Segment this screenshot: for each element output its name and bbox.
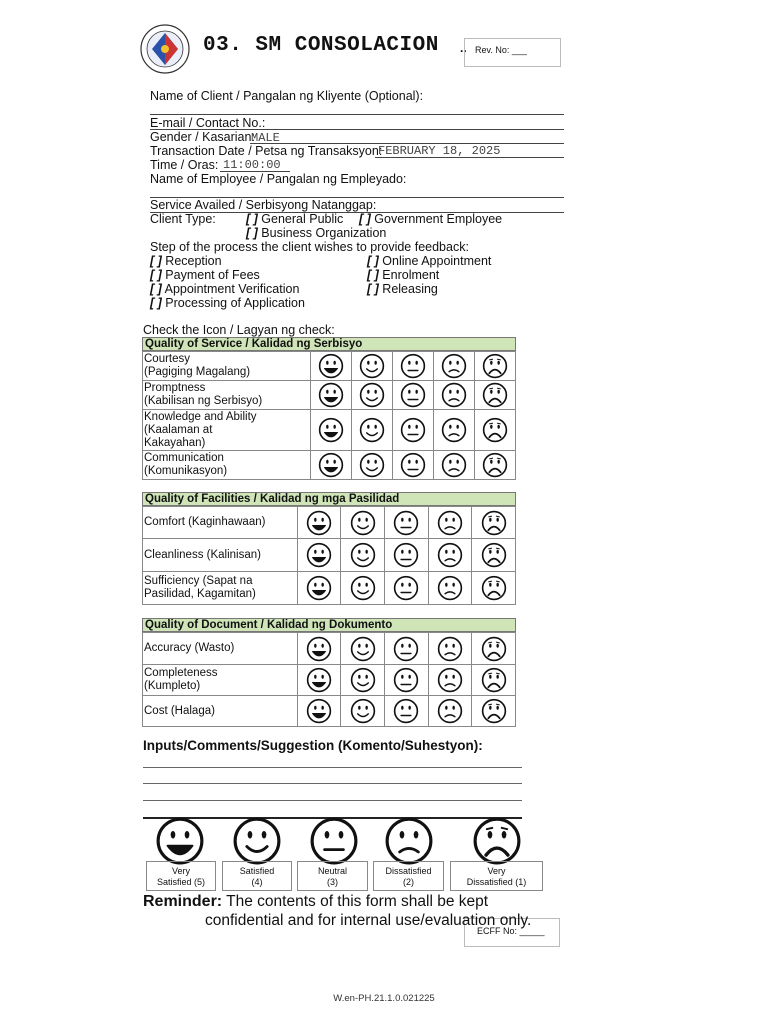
reminder-text-2: confidential and for internal use/evaluation only. xyxy=(205,912,532,929)
question-line: Cleanliness (Kalinisan) xyxy=(144,548,261,561)
rating-table-facilities xyxy=(142,506,516,605)
checkbox[interactable]: [ ] xyxy=(367,268,379,282)
reminder-text: The contents of this form shall be kept xyxy=(222,893,489,910)
legend-neutral-icon xyxy=(309,816,359,866)
question-cell xyxy=(143,352,311,381)
date-label: Transaction Date / Petsa ng Transaksyon: xyxy=(150,144,383,158)
question-line: Comfort (Kaginhawaan) xyxy=(144,516,266,528)
very-satisfied-icon[interactable] xyxy=(311,451,352,480)
satisfied-icon[interactable] xyxy=(341,665,385,696)
dissatisfied-icon[interactable] xyxy=(428,507,472,539)
very-satisfied-icon[interactable] xyxy=(311,352,352,381)
very-satisfied-icon[interactable] xyxy=(297,665,341,696)
legend-dissatisfied-icon xyxy=(384,816,434,866)
legend-line: (4) xyxy=(251,877,263,887)
step-processing[interactable] xyxy=(150,296,305,310)
checkbox[interactable]: [ ] xyxy=(246,226,258,240)
neutral-icon[interactable] xyxy=(384,665,428,696)
option-label: Business Organization xyxy=(261,226,387,240)
neutral-icon[interactable] xyxy=(393,451,434,480)
page-title: 03. SM CONSOLACION xyxy=(203,34,439,57)
option-label: Enrolment xyxy=(382,268,440,282)
step-payment[interactable] xyxy=(150,268,260,282)
gender-label: Gender / Kasarian: xyxy=(150,130,255,144)
very-satisfied-icon[interactable] xyxy=(297,572,341,605)
rating-row xyxy=(143,696,516,727)
legend-line: Very xyxy=(171,866,190,876)
rating-row xyxy=(143,410,516,451)
comment-line[interactable] xyxy=(143,767,522,768)
question-line: Courtesy xyxy=(144,353,191,365)
option-label: Online Appointment xyxy=(382,254,492,268)
date-line xyxy=(375,157,564,158)
question-line: Sufficiency (Sapat na xyxy=(144,575,253,587)
legend-very-satisfied-icon xyxy=(155,816,205,866)
legend-line: Satisfied (5) xyxy=(156,877,206,887)
agency-seal xyxy=(140,24,190,74)
step-appointment-verification[interactable] xyxy=(150,282,299,296)
option-label: Payment of Fees xyxy=(165,268,260,282)
question-line: Kakayahan) xyxy=(144,436,206,449)
rating-row xyxy=(143,539,516,572)
section-header-facilities: Quality of Facilities / Kalidad ng mga Pasilidad xyxy=(142,492,516,506)
title-ellipsis: .. xyxy=(460,41,467,55)
rating-row xyxy=(143,665,516,696)
neutral-icon[interactable] xyxy=(384,507,428,539)
satisfied-icon[interactable] xyxy=(341,507,385,539)
question-line: Cost (Halaga) xyxy=(144,704,215,717)
comment-line[interactable] xyxy=(143,783,522,784)
comment-line[interactable] xyxy=(143,800,522,801)
checkbox[interactable]: [ ] xyxy=(150,254,162,268)
satisfied-icon[interactable] xyxy=(341,633,385,665)
client-type-government[interactable] xyxy=(359,212,502,226)
satisfied-icon[interactable] xyxy=(352,451,393,480)
comments-label: Inputs/Comments/Suggestion (Komento/Suhestyon): xyxy=(143,738,483,753)
question-line: (Kumpleto) xyxy=(144,680,201,692)
rev-no-box xyxy=(464,38,561,67)
email-label: E-mail / Contact No.: xyxy=(150,116,266,130)
very-satisfied-icon[interactable] xyxy=(311,381,352,410)
question-line: (Kabilisan ng Serbisyo) xyxy=(144,395,263,407)
rating-row xyxy=(143,381,516,410)
time-label: Time / Oras: xyxy=(150,158,219,172)
very-satisfied-icon[interactable] xyxy=(297,539,341,572)
step-reception[interactable] xyxy=(150,254,222,268)
rev-no: Rev. No: ___ xyxy=(475,45,527,55)
rating-row xyxy=(143,633,516,665)
very-dissatisfied-icon[interactable] xyxy=(472,539,516,572)
legend-satisfied xyxy=(222,861,292,891)
dissatisfied-icon[interactable] xyxy=(434,451,475,480)
ecff-no: ECFF No: _____ xyxy=(477,926,545,936)
rating-row xyxy=(143,451,516,480)
question-line: (Pagiging Magalang) xyxy=(144,366,251,378)
option-label: Processing of Application xyxy=(165,296,305,310)
client-name-label: Name of Client / Pangalan ng Kliyente (Optional): xyxy=(150,89,424,103)
option-label: General Public xyxy=(261,212,344,226)
satisfied-icon[interactable] xyxy=(341,572,385,605)
checkbox[interactable]: [ ] xyxy=(150,296,162,310)
client-type-business[interactable] xyxy=(246,226,386,240)
question-line: Pasilidad, Kagamitan) xyxy=(144,588,256,600)
step-releasing[interactable] xyxy=(367,282,438,296)
very-dissatisfied-icon[interactable] xyxy=(475,451,516,480)
service-label: Service Availed / Serbisyong Natanggap: xyxy=(150,198,377,212)
neutral-icon[interactable] xyxy=(393,352,434,381)
neutral-icon[interactable] xyxy=(393,381,434,410)
legend-line: Neutral xyxy=(317,866,347,876)
satisfied-icon[interactable] xyxy=(352,352,393,381)
checkbox[interactable]: [ ] xyxy=(150,282,162,296)
satisfied-icon[interactable] xyxy=(341,539,385,572)
question-cell xyxy=(143,572,298,605)
satisfied-icon[interactable] xyxy=(341,696,385,727)
checkbox[interactable]: [ ] xyxy=(246,212,258,226)
option-label: Appointment Verification xyxy=(164,282,300,296)
time-value[interactable]: 11:00:00 xyxy=(223,158,281,172)
very-dissatisfied-icon[interactable] xyxy=(472,572,516,605)
very-dissatisfied-icon[interactable] xyxy=(472,665,516,696)
very-dissatisfied-icon[interactable] xyxy=(472,696,516,727)
dissatisfied-icon[interactable] xyxy=(434,381,475,410)
very-satisfied-icon[interactable] xyxy=(311,410,352,451)
legend-dissatisfied xyxy=(373,861,444,891)
option-label: Reception xyxy=(165,254,222,268)
gender-value[interactable]: MALE xyxy=(251,131,280,145)
date-value[interactable]: FEBRUARY 18, 2025 xyxy=(378,144,501,158)
footer-code: W.en-PH.21.1.0.021225 xyxy=(333,993,435,1004)
question-cell xyxy=(143,381,311,410)
question-cell xyxy=(143,633,298,665)
checkbox[interactable]: [ ] xyxy=(367,282,379,296)
legend-line: Satisfied xyxy=(239,866,275,876)
rating-table-document xyxy=(142,632,516,727)
question-cell xyxy=(143,451,311,480)
section-header-document: Quality of Document / Kalidad ng Dokumento xyxy=(142,618,516,632)
dissatisfied-icon[interactable] xyxy=(434,352,475,381)
dissatisfied-icon[interactable] xyxy=(428,633,472,665)
very-satisfied-icon[interactable] xyxy=(297,507,341,539)
legend-line: (2) xyxy=(403,877,414,887)
rating-row xyxy=(143,507,516,539)
neutral-icon[interactable] xyxy=(393,410,434,451)
option-label: Government Employee xyxy=(374,212,503,226)
reminder xyxy=(143,893,488,911)
legend-line: Very xyxy=(487,866,506,876)
step-enrolment[interactable] xyxy=(367,268,439,282)
very-dissatisfied-icon[interactable] xyxy=(472,507,516,539)
rating-row xyxy=(143,352,516,381)
dissatisfied-icon[interactable] xyxy=(434,410,475,451)
question-cell xyxy=(143,665,298,696)
very-dissatisfied-icon[interactable] xyxy=(472,633,516,665)
neutral-icon[interactable] xyxy=(384,633,428,665)
neutral-icon[interactable] xyxy=(384,572,428,605)
question-line: (Kaalaman at xyxy=(144,423,213,436)
legend-line: Dissatisfied (1) xyxy=(466,877,527,887)
question-line: (Komunikasyon) xyxy=(144,465,228,477)
option-label: Releasing xyxy=(382,282,438,296)
question-line: Completeness xyxy=(144,667,218,679)
question-cell xyxy=(143,696,298,727)
satisfied-icon[interactable] xyxy=(352,410,393,451)
question-line: Accuracy (Wasto) xyxy=(144,642,235,654)
question-line: Communication xyxy=(144,452,224,464)
legend-line: (3) xyxy=(327,877,338,887)
checkbox[interactable]: [ ] xyxy=(150,268,162,282)
very-dissatisfied-icon[interactable] xyxy=(475,381,516,410)
legend-very-dissatisfied xyxy=(450,861,543,891)
client-type-general-public[interactable] xyxy=(246,212,343,226)
question-line: Knowledge and Ability xyxy=(144,410,257,423)
question-cell xyxy=(143,539,298,572)
question-line: Promptness xyxy=(144,382,206,394)
step-label: Step of the process the client wishes to provide feedback: xyxy=(150,240,469,254)
legend-line: Dissatisfied xyxy=(385,866,432,876)
section-header-service: Quality of Service / Kalidad ng Serbisyo xyxy=(142,337,516,351)
client-name-line[interactable] xyxy=(150,114,564,115)
neutral-icon[interactable] xyxy=(384,696,428,727)
employee-label: Name of Employee / Pangalan ng Empleyado: xyxy=(150,172,407,186)
check-instruction: Check the Icon / Lagyan ng check: xyxy=(143,323,335,337)
very-satisfied-icon[interactable] xyxy=(297,633,341,665)
question-cell xyxy=(143,410,311,451)
satisfied-icon[interactable] xyxy=(352,381,393,410)
dissatisfied-icon[interactable] xyxy=(428,665,472,696)
checkbox[interactable]: [ ] xyxy=(359,212,371,226)
rating-row xyxy=(143,572,516,605)
dissatisfied-icon[interactable] xyxy=(428,696,472,727)
dissatisfied-icon[interactable] xyxy=(428,572,472,605)
very-satisfied-icon[interactable] xyxy=(297,696,341,727)
legend-very-dissatisfied-icon xyxy=(472,816,522,866)
client-type-label: Client Type: xyxy=(150,212,216,226)
reminder-label: Reminder: xyxy=(143,893,223,910)
step-online-appointment[interactable] xyxy=(367,254,491,268)
legend-very-satisfied xyxy=(146,861,216,891)
neutral-icon[interactable] xyxy=(384,539,428,572)
checkbox[interactable]: [ ] xyxy=(367,254,379,268)
very-dissatisfied-icon[interactable] xyxy=(475,410,516,451)
dissatisfied-icon[interactable] xyxy=(428,539,472,572)
legend-satisfied-icon xyxy=(232,816,282,866)
legend-neutral xyxy=(297,861,368,891)
very-dissatisfied-icon[interactable] xyxy=(475,352,516,381)
question-cell xyxy=(143,507,298,539)
rating-table-service xyxy=(142,351,516,480)
